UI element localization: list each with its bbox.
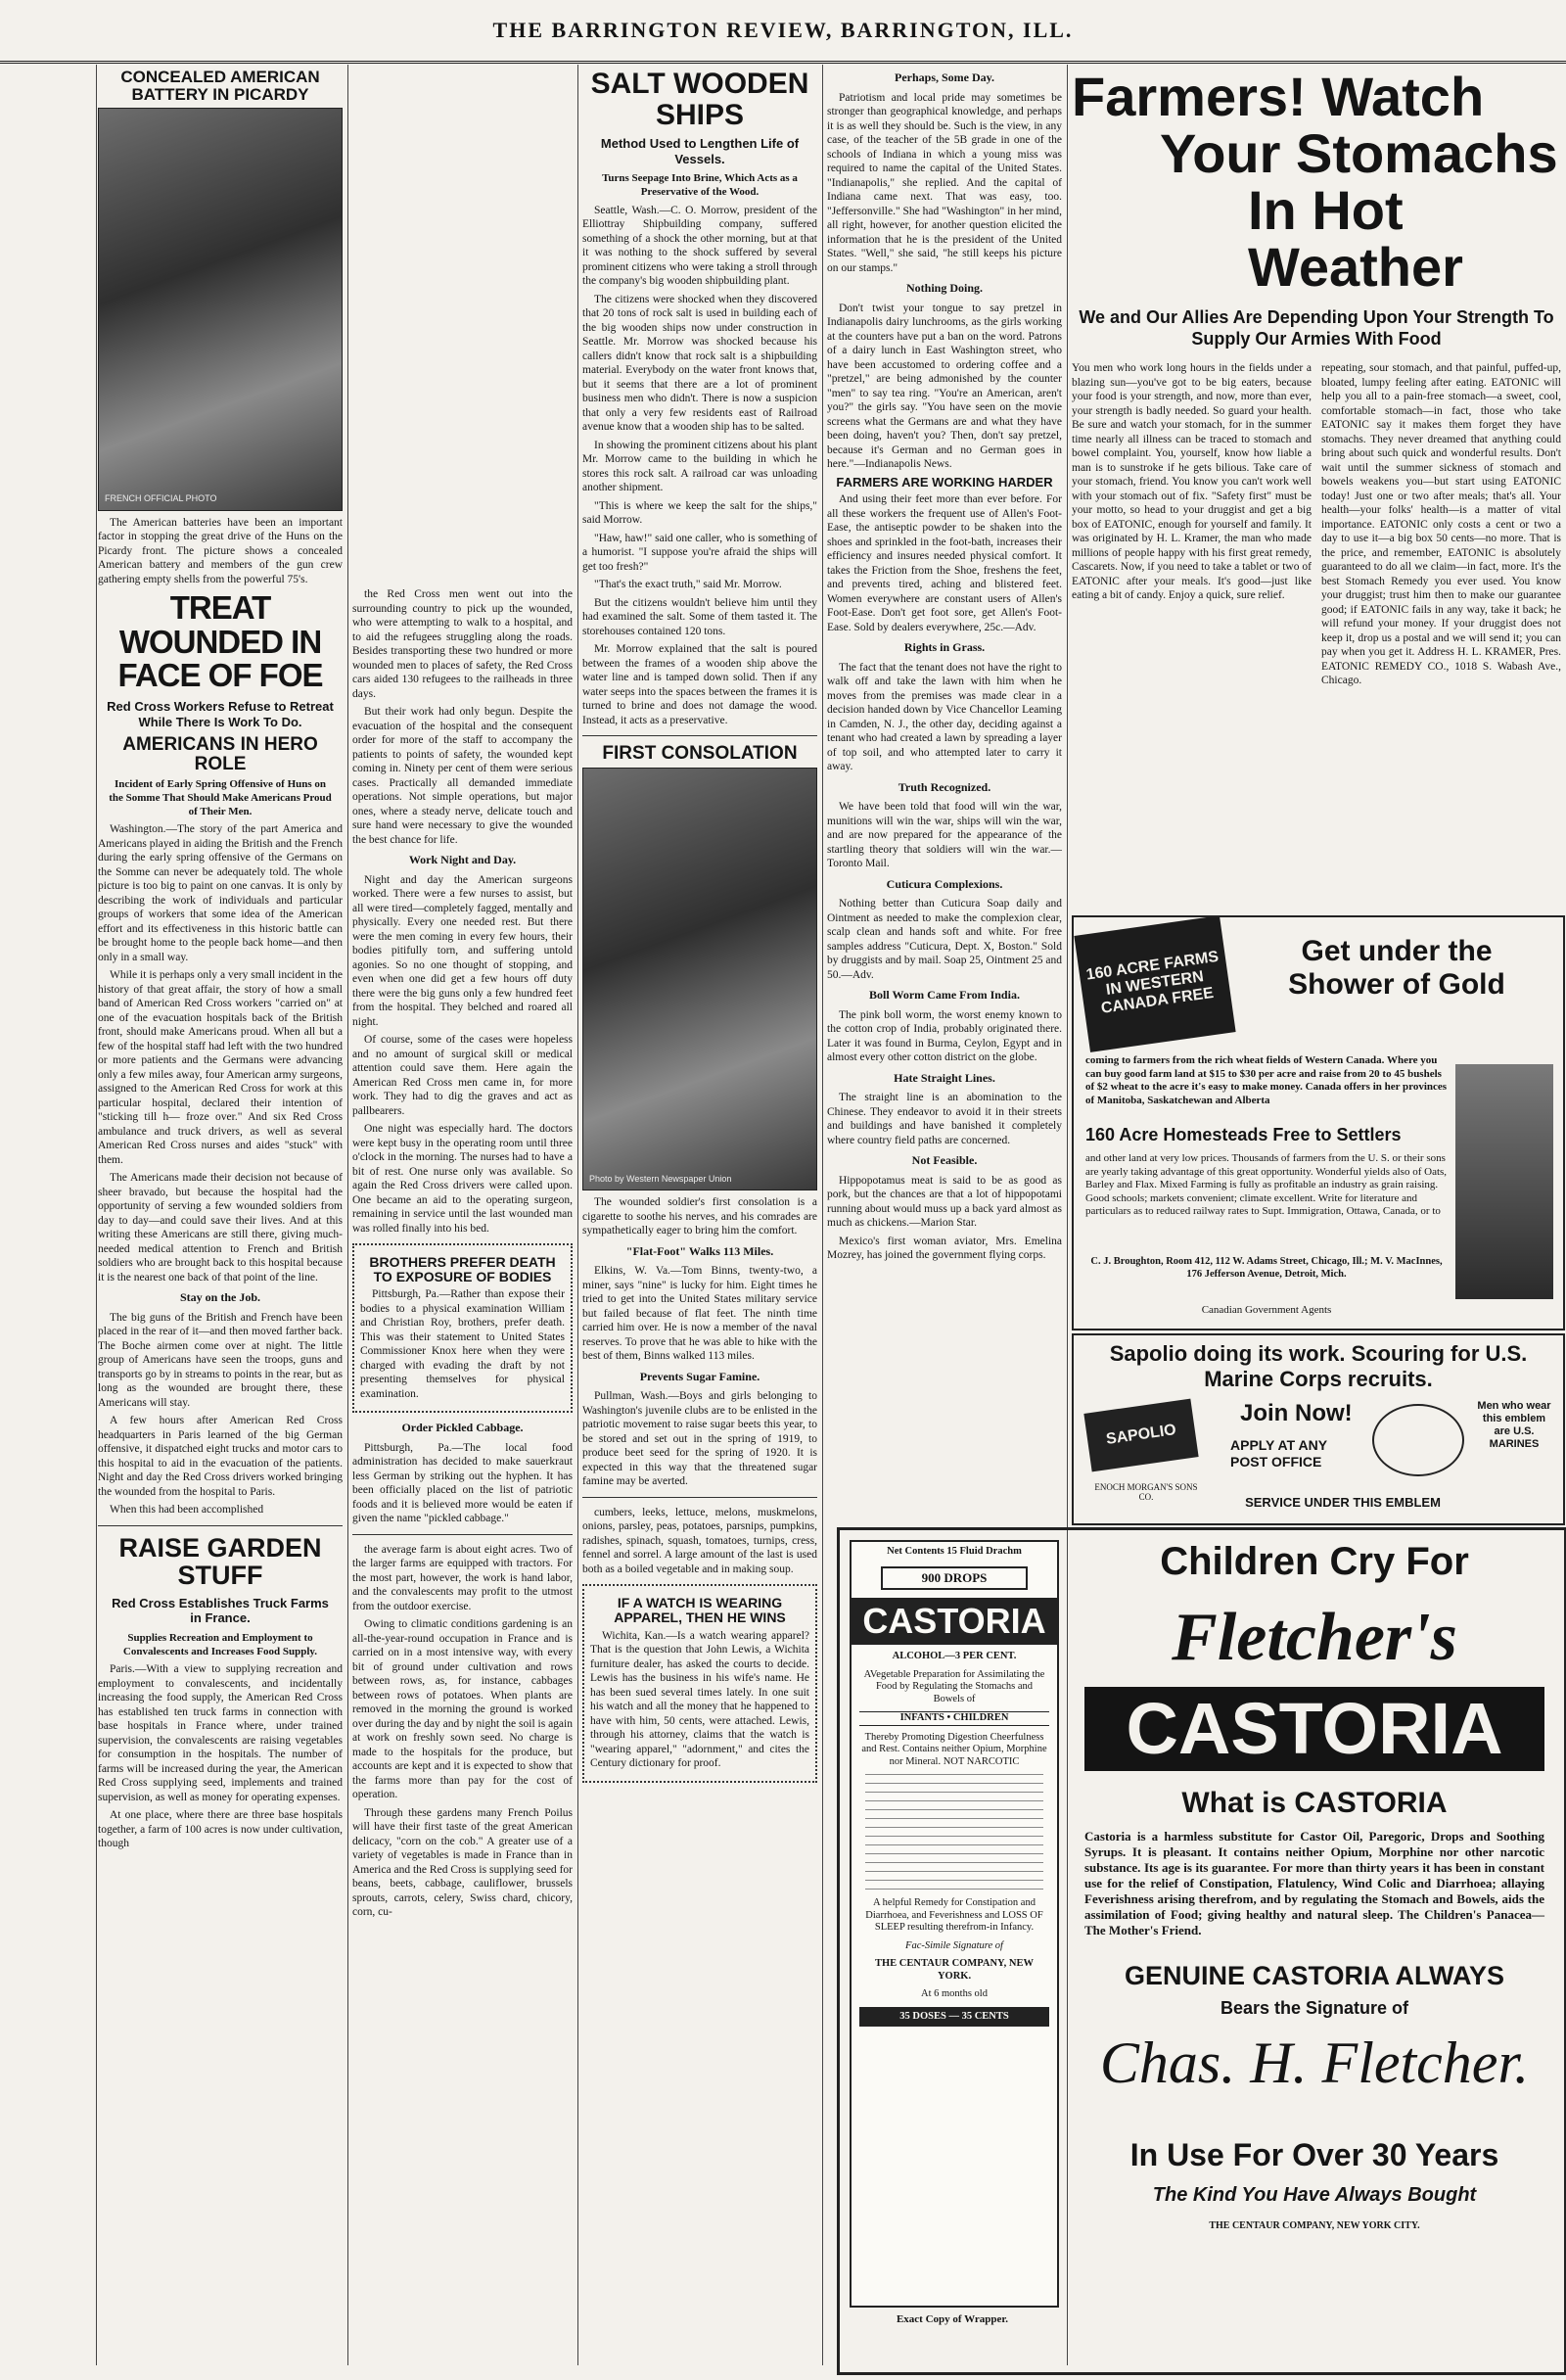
subhead: Stay on the Job. [179,1290,260,1305]
canada-head: Get under the Shower of Gold [1288,935,1505,1001]
subhead: Work Night and Day. [408,853,517,866]
canada-footer: Canadian Government Agents [1201,1304,1332,1316]
castoria-genuine: GENUINE CASTORIA ALWAYS [1124,1961,1505,1990]
salt-headline: SALT WOODEN SHIPS [590,68,809,131]
sapolio-head: Sapolio doing its work. Scouring for U.S. Marine Corps recruits. [1109,1341,1528,1391]
watch-headline: IF A WATCH IS WEARING APPAREL, THEN HE WINS [614,1595,786,1625]
eatonic-head-2: Your Stomachs [1160,122,1558,184]
bottle-veg: AVegetable Preparation for Assimilating the Food by Regulating the Stomachs and Bowels of [863,1668,1045,1704]
subhead: Order Pickled Cabbage. [401,1421,524,1435]
canada-ad [1072,915,1565,1330]
subhead: Perhaps, Some Day. [895,70,994,84]
subhead: Rights in Grass. [903,640,986,655]
bottle-centaur: THE CENTAUR COMPANY, NEW YORK. [875,1958,1034,1982]
article-paragraph: Pittsburgh, Pa.—Rather than expose their bodies to a physical examination William and Christian Roy, brothers, prefer death. This was their statement to United States Commissioner Knox here when they were charged with evading the draft by not presenting themselves for physical examination. [360,1288,565,1400]
bottle-remedy: A helpful Remedy for Constipation and Diarrhoea, and Feverishness and LOSS OF SLEEP resulting therefrom-in Infancy. [865,1897,1043,1933]
article-paragraph: Night and day the American surgeons worked. There were a few nurses to assist, but all were tired—completely fagged, mentally and physically. Every one needed rest. But there were the men coming in every few hours, their bodies pitifully torn, and suffering untold agonies. So no one thought of stopping, and even when one did get a few hours off duty there were the big guns only a few hundred feet from the hospital. They belched and roared all night. [352,873,573,1028]
castoria-bears: Bears the Signature of [1220,1998,1409,2018]
article-paragraph: The big guns of the British and French have been placed in the rear of it—and then moved farther back. The Boche airmen come over at night. The little group of Americans have seen the troops, guns and transports go by in streams to points in the rear, but as long as the wounded are brought there, these Americans will stay. [98,1311,343,1409]
bottle-months: At 6 months old [921,1988,988,1999]
article-paragraph: cumbers, leeks, lettuce, melons, muskmelons, onions, parsley, peas, potatoes, parsnips, pumpkins, radishes, spinach, squash, tomatoes, turnips, cress, fennel and sorrel. A large amount of the last is used both as a boiled vegetable and in making soup. [582,1506,817,1575]
apply-text: APPLY AT ANY POST OFFICE [1230,1437,1327,1470]
battery-photo [98,108,343,511]
column-rule [822,65,823,2365]
castoria-what: What is CASTORIA [1181,1787,1448,1819]
garden-deck: Red Cross Establishes Truck Farms in France. [112,1595,329,1626]
salt-deck: Method Used to Lengthen Life of Vessels. [600,136,800,166]
eatonic-head-1: Farmers! Watch [1072,69,1485,127]
castoria-inuse: In Use For Over 30 Years [1129,2137,1499,2172]
sapolio-maker: ENOCH MORGAN'S SONS CO. [1094,1482,1198,1502]
battery-caption: The American batteries have been an important factor in stopping the great drive of the Huns on the Picardy front. The picture shows a concealed American battery and members of the gun crew gathering empty shells from the powerful 75's. [98,516,343,585]
subhead: "Flat-Foot" Walks 113 Miles. [625,1243,774,1258]
article-paragraph: Mr. Morrow explained that the salt is poured between the frames of a wooden ship above the water line and is tamped down solid. Then if any water seeps into the spaces between the frames it is turned to brine and does not damage the wood. Instead, it acts as a preservative. [582,643,817,726]
canada-intro: coming to farmers from the rich wheat fields of Western Canada. Where you can buy good farm land at $15 to $30 per acre and raise from 20 to 45 bushels of $2 wheat to the acre it's easy to make money. Canada offers in her provinces of Manitoba, Saskatchewan and Alberta [1085,1054,1448,1106]
canada-badge: 160 ACRE FARMS IN WESTERN CANADA FREE [1074,915,1235,1052]
castoria-head: Children Cry For [1160,1540,1469,1583]
article-paragraph: the Red Cross men went out into the surrounding country to pick up the wounded, who were attempting to walk to a hospital, and to aid the refugees struggling along the roads. Besides transporting these two hundred or more wounded men to places of safety, the Red Cross cars aided 130 refugees to the railheads in three days. [352,588,573,700]
article-paragraph: Pullman, Wash.—Boys and girls belonging to Washington's juvenile clubs are to be enlisted in the patriotic movement to raise sugar beets this year, to be stored and set out in the spring of 1919, to produce beet seed for the spring of 1920. It is expected in this way that the threatened sugar famine may be averted. [582,1390,817,1488]
column-2 [352,587,573,2364]
heroes-deck: Incident of Early Spring Offensive of Huns on the Somme That Should Make Americans Proud of Their Men. [109,778,332,817]
column-rule [577,65,578,2365]
bottle-recipe [865,1774,1043,1891]
article-paragraph: Owing to climatic conditions gardening is an all-the-year-round occupation in France and is carried on in a most intensive way, with every bit of ground under cultivation and rows between rows, as, for instance, cabbages between rows of potatoes. When plants are removed in the morning the ground is worked over during the day and by night the soil is again at work on freshly sown seed. No charge is made to the hospitals for the produce, but accounts are kept and it is expected to show that the farms more than pay for the cost of operation. [352,1618,573,1801]
article-paragraph: In showing the prominent citizens about his plant Mr. Morrow came to the building in which he stores this rock salt. A railroad car was unloading another shipment. [582,439,817,494]
article-paragraph: But the citizens wouldn't believe him until they had examined the salt. Some of them tasted it. The storehouses contained 120 tons. [582,596,817,637]
article-paragraph: Through these gardens many French Poilus will have their first taste of the great American delicacy, "corn on the cob." A greater use of a variety of vegetables is made in France than in America and the Red Cross is supplying seed for beans, beets, cabbage, cauliflower, brussels sprouts, carrots, celery, Swiss chard, chicory, corn, cu- [352,1806,573,1919]
join-now: Join Now! [1240,1400,1353,1426]
article-paragraph: Mexico's first woman aviator, Mrs. Emelina Mozrey, has joined the government flying corps. [827,1235,1062,1262]
photo-credit: FRENCH OFFICIAL PHOTO [105,493,217,504]
castoria-text: Castoria is a harmless substitute for Castor Oil, Paregoric, Drops and Soothing Syrups. It is pleasant. It contains neither Opium, Morphine nor other narcotic substance. Its age is its guarantee. For more than thirty years it has been in constant use for the relief of Constipation, Flatulency, Wind Colic and Diarrhoea; allaying Feverishness arising therefrom, and by regulating the Stomach and Bowels, aids the assimilation of Food; giving healthy and natural sleep. The Children's Panacea—The Mother's Friend. [1084,1829,1544,1937]
subhead: Truth Recognized. [898,779,991,794]
bottle-infants: INFANTS • CHILDREN [859,1711,1049,1726]
article-paragraph: the average farm is about eight acres. Two of the larger farms are equipped with tractors. For the most part, however, the work is hand labor, and the convalescents may profit to the utmost from the outdoor exercise. [352,1543,573,1612]
salt-small-deck: Turns Seepage Into Brine, Which Acts as a Preservative of the Wood. [602,172,798,198]
article-paragraph: Don't twist your tongue to say pretzel in Indianapolis dairy lunchrooms, as the girls working at the counters have put a ban on the word. Patrons of a dairy lunch in East Washington street, who have been accustomed to ordering coffee and a "pretzel," are being admonished by the counter "men" to say tea ring. "You're an American, aren't you?" the girls say. "You have seen on the movie screens what the Germans are and what they have been doing, haven't you? Then, don't say pretzel, because it's German and no German goes in here."—Indianapolis News. [827,302,1062,470]
article-paragraph: When this had been accomplished [110,1504,264,1517]
sapolio-right: Men who wear this emblem are U.S. MARINES [1477,1400,1551,1450]
castoria-signature-2: Chas. H. Fletcher. [1099,2030,1530,2095]
article-paragraph: The fact that the tenant does not have the right to walk off and take the lawn with him when he moves from the premises was made clear in a decision handed down by Vice Chancellor Leaming in Camden, N. J., the other day, deciding against a tenant who had created a lawn by spreading a layer of top soil, and who attempted later to carry it away. [827,661,1062,773]
article-paragraph: Elkins, W. Va.—Tom Binns, twenty-two, a miner, says "nine" is lucky for him. Eight times he tried to get into the United States military service but failed because of flat feet. The ninth time carried him over. He is now a member of the naval reserves. To prove that he was able to hike with the best of them, Binns walked 113 miles. [582,1265,817,1363]
watch-box [582,1584,817,1782]
treat-headline: TREAT WOUNDED IN FACE OF FOE [117,589,323,694]
sapolio-ad [1072,1333,1565,1525]
column-3 [582,65,817,2365]
article-paragraph: "That's the exact truth," said Mr. Morrow. [594,579,782,591]
sapolio-cake: SAPOLIO [1083,1399,1198,1472]
article-paragraph: Of course, some of the cases were hopeless and no amount of surgical skill or medical attention could save them. Here again the American Red Cross men came in, for more work. They had to dig the graves and act as pallbearers. [352,1034,573,1117]
farmer-illustration [1455,1064,1553,1299]
subhead: Boll Worm Came From India. [869,988,1020,1003]
subhead: Nothing Doing. [905,281,984,295]
article-paragraph: Wichita, Kan.—Is a watch wearing apparel? That is the question that John Lewis, a Wichita furniture dealer, has asked the courts to decide. Lewis has the business in his wife's name. He has been sued several times lately. In one suit his watch and all the money that he happened to have with him, 50 cents, were attached. Lewis, through his attorney, claims that the watch is "wearing apparel," "adornment," and cites the Century dictionary for proof. [590,1629,809,1769]
article-paragraph: The citizens were shocked when they discovered that 20 tons of rock salt is used in building each of the big wooden ships now under construction in Seattle. Mr. Morrow was shocked because his callers didn't know that rock salt is a shipbuilding material. Everybody on the water front knows that, but it seems that there are a lot of prominent business men who didn't. There is now a suspicion that only a very few residents east of Railroad avenue know that a wooden ship has to be salted. [582,293,817,434]
eatonic-head-3: In Hot Weather [1248,179,1463,298]
article-paragraph: The pink boll worm, the worst enemy known to the cotton crop of India, probably originated there. Later it was found in Burma, Ceylon, Egypt and in almost every other cotton district on the globe. [827,1008,1062,1064]
eatonic-ad [1072,69,1561,910]
sapolio-service: SERVICE UNDER THIS EMBLEM [1245,1495,1441,1510]
article-paragraph: But their work had only begun. Despite the evacuation of the hospital and the consequent order for more of the staff to accompany the patients to points of safety, the wounded kept coming in. Ninety per cent of them were serious cases. Practically all demanded immediate operations. Not simple operations, but major ones, where a steady nerve, delicate touch and sure hand were necessary to give the wounded the best chance for life. [352,706,573,846]
heroes-headline: AMERICANS IN HERO ROLE [122,734,318,775]
bottle-contents: Net Contents 15 Fluid Drachm [887,1546,1022,1557]
masthead: THE BARRINGTON REVIEW, BARRINGTON, ILL. [0,0,1566,64]
article-paragraph: Seattle, Wash.—C. O. Morrow, president of the Elliottray Shipbuilding company, suffered something of a shock the other morning, but at that it was nothing to the shock suffered by several prominent citizens who were taking a stroll through the company's big wooden shipbuilding plant. [582,204,817,288]
garden-headline: RAISE GARDEN STUFF [118,1532,322,1591]
consolation-caption: The wounded soldier's first consolation is a cigarette to soothe his nerves, and his comrades are sympathetically eager to bring him the comfort. [582,1196,817,1237]
canada-sub: 160 Acre Homesteads Free to Settlers [1085,1125,1402,1144]
castoria-bottle [850,1540,1059,2308]
castoria-exact: Exact Copy of Wrapper. [896,2313,1009,2325]
subhead: Cuticura Complexions. [886,876,1003,891]
article-paragraph: "Haw, haw!" said one caller, who is something of a humorist. "I suppose you're afraid the ships will get too fresh?" [582,532,817,573]
treat-deck: Red Cross Workers Refuse to Retreat While There Is Work To Do. [107,699,334,729]
castoria-kind: The Kind You Have Always Bought [1152,2184,1477,2206]
castoria-company: THE CENTAUR COMPANY, NEW YORK CITY. [1209,2220,1420,2231]
column-4 [827,65,1062,1494]
eatonic-deck: We and Our Allies Are Depending Upon Your Strength To Supply Our Armies With Food [1079,307,1554,349]
article-paragraph: At one place, where there are three base hospitals together, a farm of 100 acres is now under cultivation, though [98,1809,343,1850]
column-rule [347,65,348,2365]
article-paragraph: Washington.—The story of the part America and Americans played in aiding the British and the French during the early spring offensive of the Germans on the Somme can never be adequately told. The whole picture is too big to paint on one canvas. It is only by describing the work of individuals and particular groups of workers that some idea of the American effort and its effectiveness in this historic battle can be brought home to the people back home—and then only in a small way. [98,823,343,963]
article-paragraph: Patriotism and local pride may sometimes be stronger than geographical knowledge, and perhaps it is as well they should be. Such is the view, in any case, of the teacher of the 5B grade in one of the schools of Indiana in which a young miss was required to name the capital of the United States. "Indianapolis," she replied. And the capital of Indiana came next. That was easy, too. "Jeffersonville." She had "Washington" in her mind, all right, however, for another question elicited the information that he is the president of the United States. "Well," she said, "he still keeps his picture on our stamps." [827,91,1062,274]
castoria-ad [837,1527,1566,2375]
brothers-box [352,1243,573,1413]
bottle-facsimile: Fac-Simile Signature of [905,1939,1003,1951]
subhead: Prevents Sugar Famine. [639,1369,760,1383]
article-paragraph: Nothing better than Cuticura Soap daily and Ointment as needed to make the complexion clear, scalp clean and hands soft and white. For free samples address "Cuticura, Dept. X, Boston." Sold by druggists and by mail. Soap 25, Ointment 25 and 50.—Adv. [827,898,1062,981]
subhead: Hate Straight Lines. [894,1070,995,1085]
eatonic-left-text: You men who work long hours in the fields under a blazing sun—you've got to be big eaters, because your food is your strength, and now, more than ever, your strength is badly needed. So guard your health. Be sure and watch your stomach, for in the summer time nearly all illness can be traced to stomach and bowel complaint. You, yourself, know how liable a man is to sunstroke if he gets bilious. Take care of your stomach, friend. You know you can't work well with your stomach out of fix. "Safety first" must be your motto, so head to your druggist and get a big box of EATONIC, enough for yourself and family. It was originated by H. L. Kramer, the man who made millions of people happy with his first great remedy, Cascarets. Now, if you need to take a tablet or two of EATONIC after your meals. It's good—just like eating a bit of candy. Enjoy a quick, sure relief. [1072,362,1312,602]
garden-small-deck: Supplies Recreation and Employment to Convalescents and Increases Food Supply. [122,1631,318,1657]
article-paragraph: We have been told that food will win the war, munitions will win the war, ships will win the war, and are now prepared for the appearance of the startling theory that soldiers will win the war.—Toronto Mail. [827,801,1062,870]
consolation-headline: FIRST CONSOLATION [602,743,798,765]
bottle-drops: 900 DROPS [881,1566,1028,1591]
castoria-brand: CASTORIA [1084,1687,1544,1771]
article-paragraph: The Americans made their decision not because of sheer bravado, but because the hospital had the opportunity of serving a few wounded soldiers from day to day—and could save their lives. And at this writing these Americans are still there, giving much-needed medical attention to French and British soldiers who are brought back to this hospital because it is the nearest one back of that point of the line. [98,1172,343,1283]
article-paragraph: And using their feet more than ever before. For all these workers the frequent use of Allen's Foot-Ease, the antiseptic powder to be shaken into the shoes and sprinkled in the foot-bath, increases their efficiency and insures needed physical comfort. It takes the Friction from the Shoe, freshens the feet, and prevents tired, aching and blistered feet. Women everywhere are constant users of Allen's Foot-Ease. Don't get foot sore, get Allen's Foot-Ease. Sold by dealers everywhere, 25c.—Adv. [827,493,1062,633]
column-rule [96,65,97,2365]
article-paragraph: "This is where we keep the salt for the ships," said Morrow. [582,499,817,527]
battery-headline: CONCEALED AMERICAN BATTERY IN PICARDY [120,68,320,104]
canada-body: and other land at very low prices. Thousands of farmers from the U. S. or their sons are yearly taking advantage of this great opportunity. Wonderful yields also of Oats, Barley and Flax. Mixed Farming is fully as profitable an industry as grain raising. Good schools; markets convenient; climate excellent. Write for literature and particulars as to reduced railway rates to Supt. Immigration, Ottawa, Canada, or to [1085,1152,1448,1217]
eatonic-right-text: repeating, sour stomach, and that painful, puffed-up, bloated, lumpy feeling after eating. EATONIC will help you all to a pain-free stomach—a sweet, cool, comfortable stomach—in fact, those who take EATONIC say it makes them forget they have stomachs. They never dreamed that anything could bring about such quick and wonderful results. Don't wait until the summer sickness of stomach and bowels weakens you—but start using EATONIC today! Just one or two after meals; that's all. Your health—your folks' health—is a matter of vital importance. EATONIC only costs a cent or two a day to use it—a big box 50 cents—no more. That is the price, and remember, EATONIC is absolutely guaranteed to do all we claim—in fact, more. It's the best Stomach Remedy you ever used. You know your druggist; trust him then to make our guarantee good; if EATONIC fails in any way, take it back; he will refund your money. If your druggist does not keep it, drop us a postal and we will send it; you can pay when you get it. Address H. L. KRAMER, Pres. EATONIC REMEDY CO., 1018 S. Wabash Ave., Chicago. [1321,362,1561,687]
article-paragraph: Paris.—With a view to supplying recreation and employment to convalescents, and incidentally increasing the food supply, the American Red Cross has established ten truck farms in connection with base hospitals in France where, under trained supervision, the convalescents are raising vegetables for consumption in the hospitals. The number of farms will be increased during the year, the American Red Cross supplying seed, implements and trained supervision, as well as money for operating expenses. [98,1663,343,1803]
photo-credit: Photo by Western Newspaper Union [589,1173,732,1184]
article-paragraph: Pittsburgh, Pa.—The local food administration has decided to make sauerkraut less German by striking out the hyphen. It has been officially placed on the list of patriotic foods and it is believed more would be eaten if given the name "pickled cabbage." [352,1441,573,1525]
article-paragraph: Hippopotamus meat is said to be as good as pork, but the chances are that a lot of hippopotami running about would muss up a back yard almost as much as chickens.—Marion Star. [827,1174,1062,1230]
marine-emblem-icon [1372,1404,1464,1476]
bottle-alcohol: ALCOHOL—3 PER CENT. [892,1651,1017,1661]
article-paragraph: A few hours after American Red Cross headquarters in Paris learned of the big German offensive, it dispatched eight trucks and motor cars to this hospital to aid in the evacuation of the patients. Night and day the Red Cross drivers worked bringing the wounded from the hospital to Paris. [98,1415,343,1498]
column-1 [98,65,343,2365]
bottle-brand: CASTORIA [852,1598,1057,1645]
consolation-photo [582,768,817,1190]
canada-agent: C. J. Broughton, Room 412, 112 W. Adams Street, Chicago, Ill.; M. V. MacInnes, 176 Jefferson Avenue, Detroit, Mich. [1090,1256,1443,1280]
brothers-headline: BROTHERS PREFER DEATH TO EXPOSURE OF BODIES [369,1254,556,1284]
subhead: Not Feasible. [911,1153,978,1168]
farmers-working-headline: FARMERS ARE WORKING HARDER [836,474,1053,490]
bottle-doses: 35 DOSES — 35 CENTS [859,2007,1049,2028]
article-paragraph: One night was especially hard. The doctors were kept busy in the operating room until three o'clock in the morning. The nurses had to have a bit of rest. One nurse only was available. So again the Red Cross drivers were called upon. One became an aid to the operating surgeon, remaining in service until the last wounded man was rolled finally into his bed. [352,1123,573,1235]
article-paragraph: While it is perhaps only a very small incident in the history of that great affair, the story of how a small band of American Red Cross workers "carried on" at one of the evacuation hospitals back of the British front, should make Americans proud. When all but a few of the hospital staff had left with the two hundred or more patients and the Germans were advancing only a few miles away, four American army surgeons, assigned to the American Red Cross for work at this particular hospital, declared their intention of "sticking till h— froze over." And six Red Cross ambulance and truck drivers, as well as several American Red Cross nurses and aides "stuck" with them. [98,969,343,1166]
castoria-signature: Fletcher's [1172,1600,1457,1675]
article-paragraph: The straight line is an abomination to the Chinese. They endeavor to avoid it in their streets and buildings and have banished it completely where country field paths are concerned. [827,1092,1062,1146]
bottle-thereby: Thereby Promoting Digestion Cheerfulness and Rest. Contains neither Opium, Morphine nor Mineral. NOT NARCOTIC [861,1731,1047,1767]
